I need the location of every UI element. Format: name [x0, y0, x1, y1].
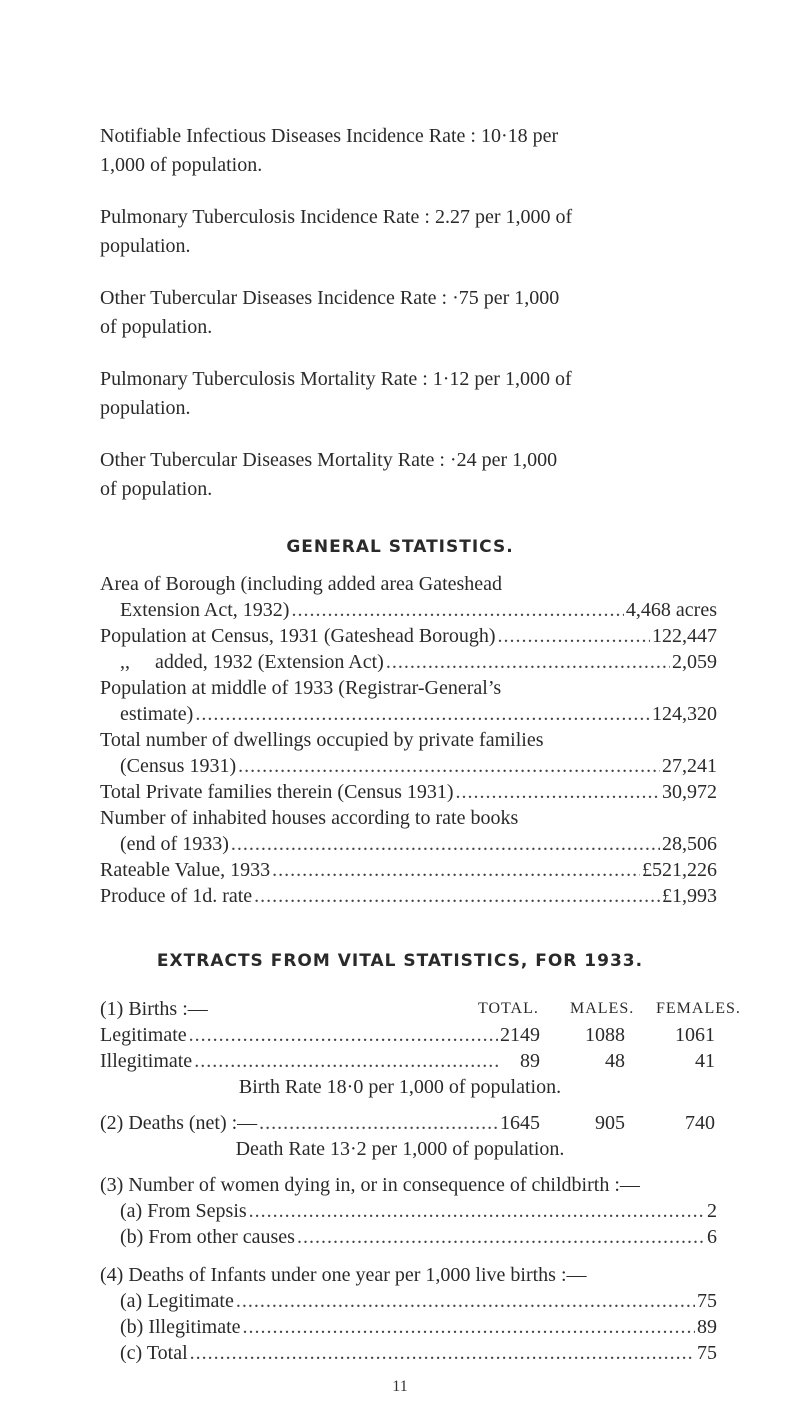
infants-row-illegitimate: [120, 1314, 717, 1340]
deaths-total: 1645: [500, 1112, 540, 1134]
page-number: 11: [392, 1378, 408, 1395]
legitimate-males: 1088: [585, 1024, 625, 1046]
leader-dots: [190, 1340, 695, 1366]
rate-line: Pulmonary Tuberculosis Incidence Rate : 2.27 per 1,000 of: [100, 206, 573, 228]
stat-value: 30,972: [662, 781, 717, 803]
leader-dots: [498, 623, 651, 649]
stat-row-added: [120, 649, 717, 675]
births-row-legitimate: [100, 1022, 500, 1048]
leader-dots: [231, 831, 660, 857]
rate-line: of population.: [100, 478, 213, 500]
rate-line: Other Tubercular Diseases Mortality Rate : ·24 per 1,000: [100, 449, 558, 471]
stat-value: 124,320: [652, 703, 717, 725]
stat-label: Total Private families therein (Census 1931): [100, 781, 454, 803]
stat-row-population-census: [100, 623, 717, 649]
stat-label: (2) Deaths (net) :—: [100, 1112, 258, 1134]
stat-value: 75: [697, 1342, 717, 1364]
rate-line: population.: [100, 397, 191, 419]
pop-middle-label-line1: Population at middle of 1933 (Registrar-General’s: [100, 677, 502, 699]
leader-dots: [189, 1022, 498, 1048]
deaths-males: 905: [595, 1112, 625, 1134]
stat-value: 75: [697, 1290, 717, 1312]
rate-line: Other Tubercular Diseases Incidence Rate : ·75 per 1,000: [100, 287, 560, 309]
stat-value: 27,241: [662, 755, 717, 777]
stat-label: (b) Illegitimate: [120, 1316, 241, 1338]
stat-row-area: [120, 597, 717, 623]
leader-dots: [195, 701, 650, 727]
rate-line: Notifiable Infectious Diseases Incidence Rate : 10·18 per: [100, 125, 559, 147]
stat-label: Illegitimate: [100, 1050, 193, 1072]
infants-label: (4) Deaths of Infants under one year per 1,000 live births :—: [100, 1264, 587, 1286]
column-header-females: FEMALES.: [656, 1000, 741, 1017]
stat-row-families: [100, 779, 717, 805]
stat-label: Legitimate: [100, 1024, 187, 1046]
stat-row-population-middle: [120, 701, 717, 727]
illegitimate-males: 48: [605, 1050, 625, 1072]
rate-line: Pulmonary Tuberculosis Mortality Rate : 1·12 per 1,000 of: [100, 368, 572, 390]
deaths-row: [100, 1110, 500, 1136]
rate-paragraph: [100, 365, 715, 423]
stat-label: (a) From Sepsis: [120, 1200, 247, 1222]
leader-dots: [243, 1314, 695, 1340]
illegitimate-total: 89: [520, 1050, 540, 1072]
dwellings-label-line1: Total number of dwellings occupied by private families: [100, 729, 544, 751]
stat-value: 28,506: [662, 833, 717, 855]
stat-label: (Census 1931): [120, 755, 237, 777]
childbirth-row-sepsis: [120, 1198, 717, 1224]
rate-paragraph: [100, 203, 715, 261]
area-label-line1: Area of Borough (including added area Gateshead: [100, 573, 503, 595]
stat-label: (c) Total: [120, 1342, 188, 1364]
stat-value: 4,468 acres: [625, 599, 717, 621]
stat-label: ,, added, 1932 (Extension Act): [120, 651, 384, 673]
childbirth-label: (3) Number of women dying in, or in consequence of childbirth :—: [100, 1174, 640, 1196]
leader-dots: [272, 857, 640, 883]
rate-line: population.: [100, 235, 191, 257]
legitimate-total: 2149: [500, 1024, 540, 1046]
births-label: (1) Births :—: [100, 998, 208, 1020]
leader-dots: [291, 597, 623, 623]
stat-label: Population at Census, 1931 (Gateshead Borough): [100, 625, 496, 647]
illegitimate-females: 41: [695, 1050, 715, 1072]
stat-label: Rateable Value, 1933: [100, 859, 271, 881]
stat-row-dwellings: [120, 753, 717, 779]
rate-paragraph: [100, 284, 715, 342]
stat-row-houses: [120, 831, 717, 857]
death-rate: Death Rate 13·2 per 1,000 of population.: [235, 1138, 565, 1160]
stat-value: 122,447: [652, 625, 717, 647]
infants-row-total: [120, 1340, 717, 1366]
stat-label: (end of 1933): [120, 833, 229, 855]
leader-dots: [456, 779, 660, 805]
stat-value: 6: [707, 1226, 717, 1248]
leader-dots: [194, 1048, 498, 1074]
rate-line: of population.: [100, 316, 213, 338]
stat-label: estimate): [120, 703, 194, 725]
houses-label-line1: Number of inhabited houses according to rate books: [100, 807, 519, 829]
leader-dots: [249, 1198, 705, 1224]
leader-dots: [254, 883, 660, 909]
stat-value: 89: [697, 1316, 717, 1338]
infants-row-legitimate: [120, 1288, 717, 1314]
stat-value: £1,993: [662, 885, 717, 907]
stat-value: 2,059: [672, 651, 717, 673]
stat-label: (a) Legitimate: [120, 1290, 234, 1312]
rate-paragraph: [100, 122, 715, 180]
leader-dots: [238, 753, 660, 779]
column-header-males: MALES.: [570, 1000, 635, 1017]
rate-line: 1,000 of population.: [100, 154, 263, 176]
stat-label: Extension Act, 1932): [120, 599, 290, 621]
stat-label: Produce of 1d. rate: [100, 885, 253, 907]
births-row-illegitimate: [100, 1048, 500, 1074]
stat-value: 2: [707, 1200, 717, 1222]
legitimate-females: 1061: [675, 1024, 715, 1046]
column-header-total: TOTAL.: [478, 1000, 539, 1017]
leader-dots: [386, 649, 670, 675]
stat-row-produce: [100, 883, 717, 909]
general-statistics-heading: GENERAL STATISTICS.: [286, 537, 514, 557]
stat-value: £521,226: [642, 859, 717, 881]
stat-label: (b) From other causes: [120, 1226, 295, 1248]
leader-dots: [259, 1110, 498, 1136]
stat-row-rateable: [100, 857, 717, 883]
rate-paragraph: [100, 446, 715, 504]
leader-dots: [236, 1288, 695, 1314]
childbirth-row-other: [120, 1224, 717, 1250]
leader-dots: [297, 1224, 705, 1250]
birth-rate: Birth Rate 18·0 per 1,000 of population.: [238, 1076, 562, 1098]
deaths-females: 740: [685, 1112, 715, 1134]
vital-statistics-heading: EXTRACTS FROM VITAL STATISTICS, FOR 1933.: [156, 951, 644, 971]
